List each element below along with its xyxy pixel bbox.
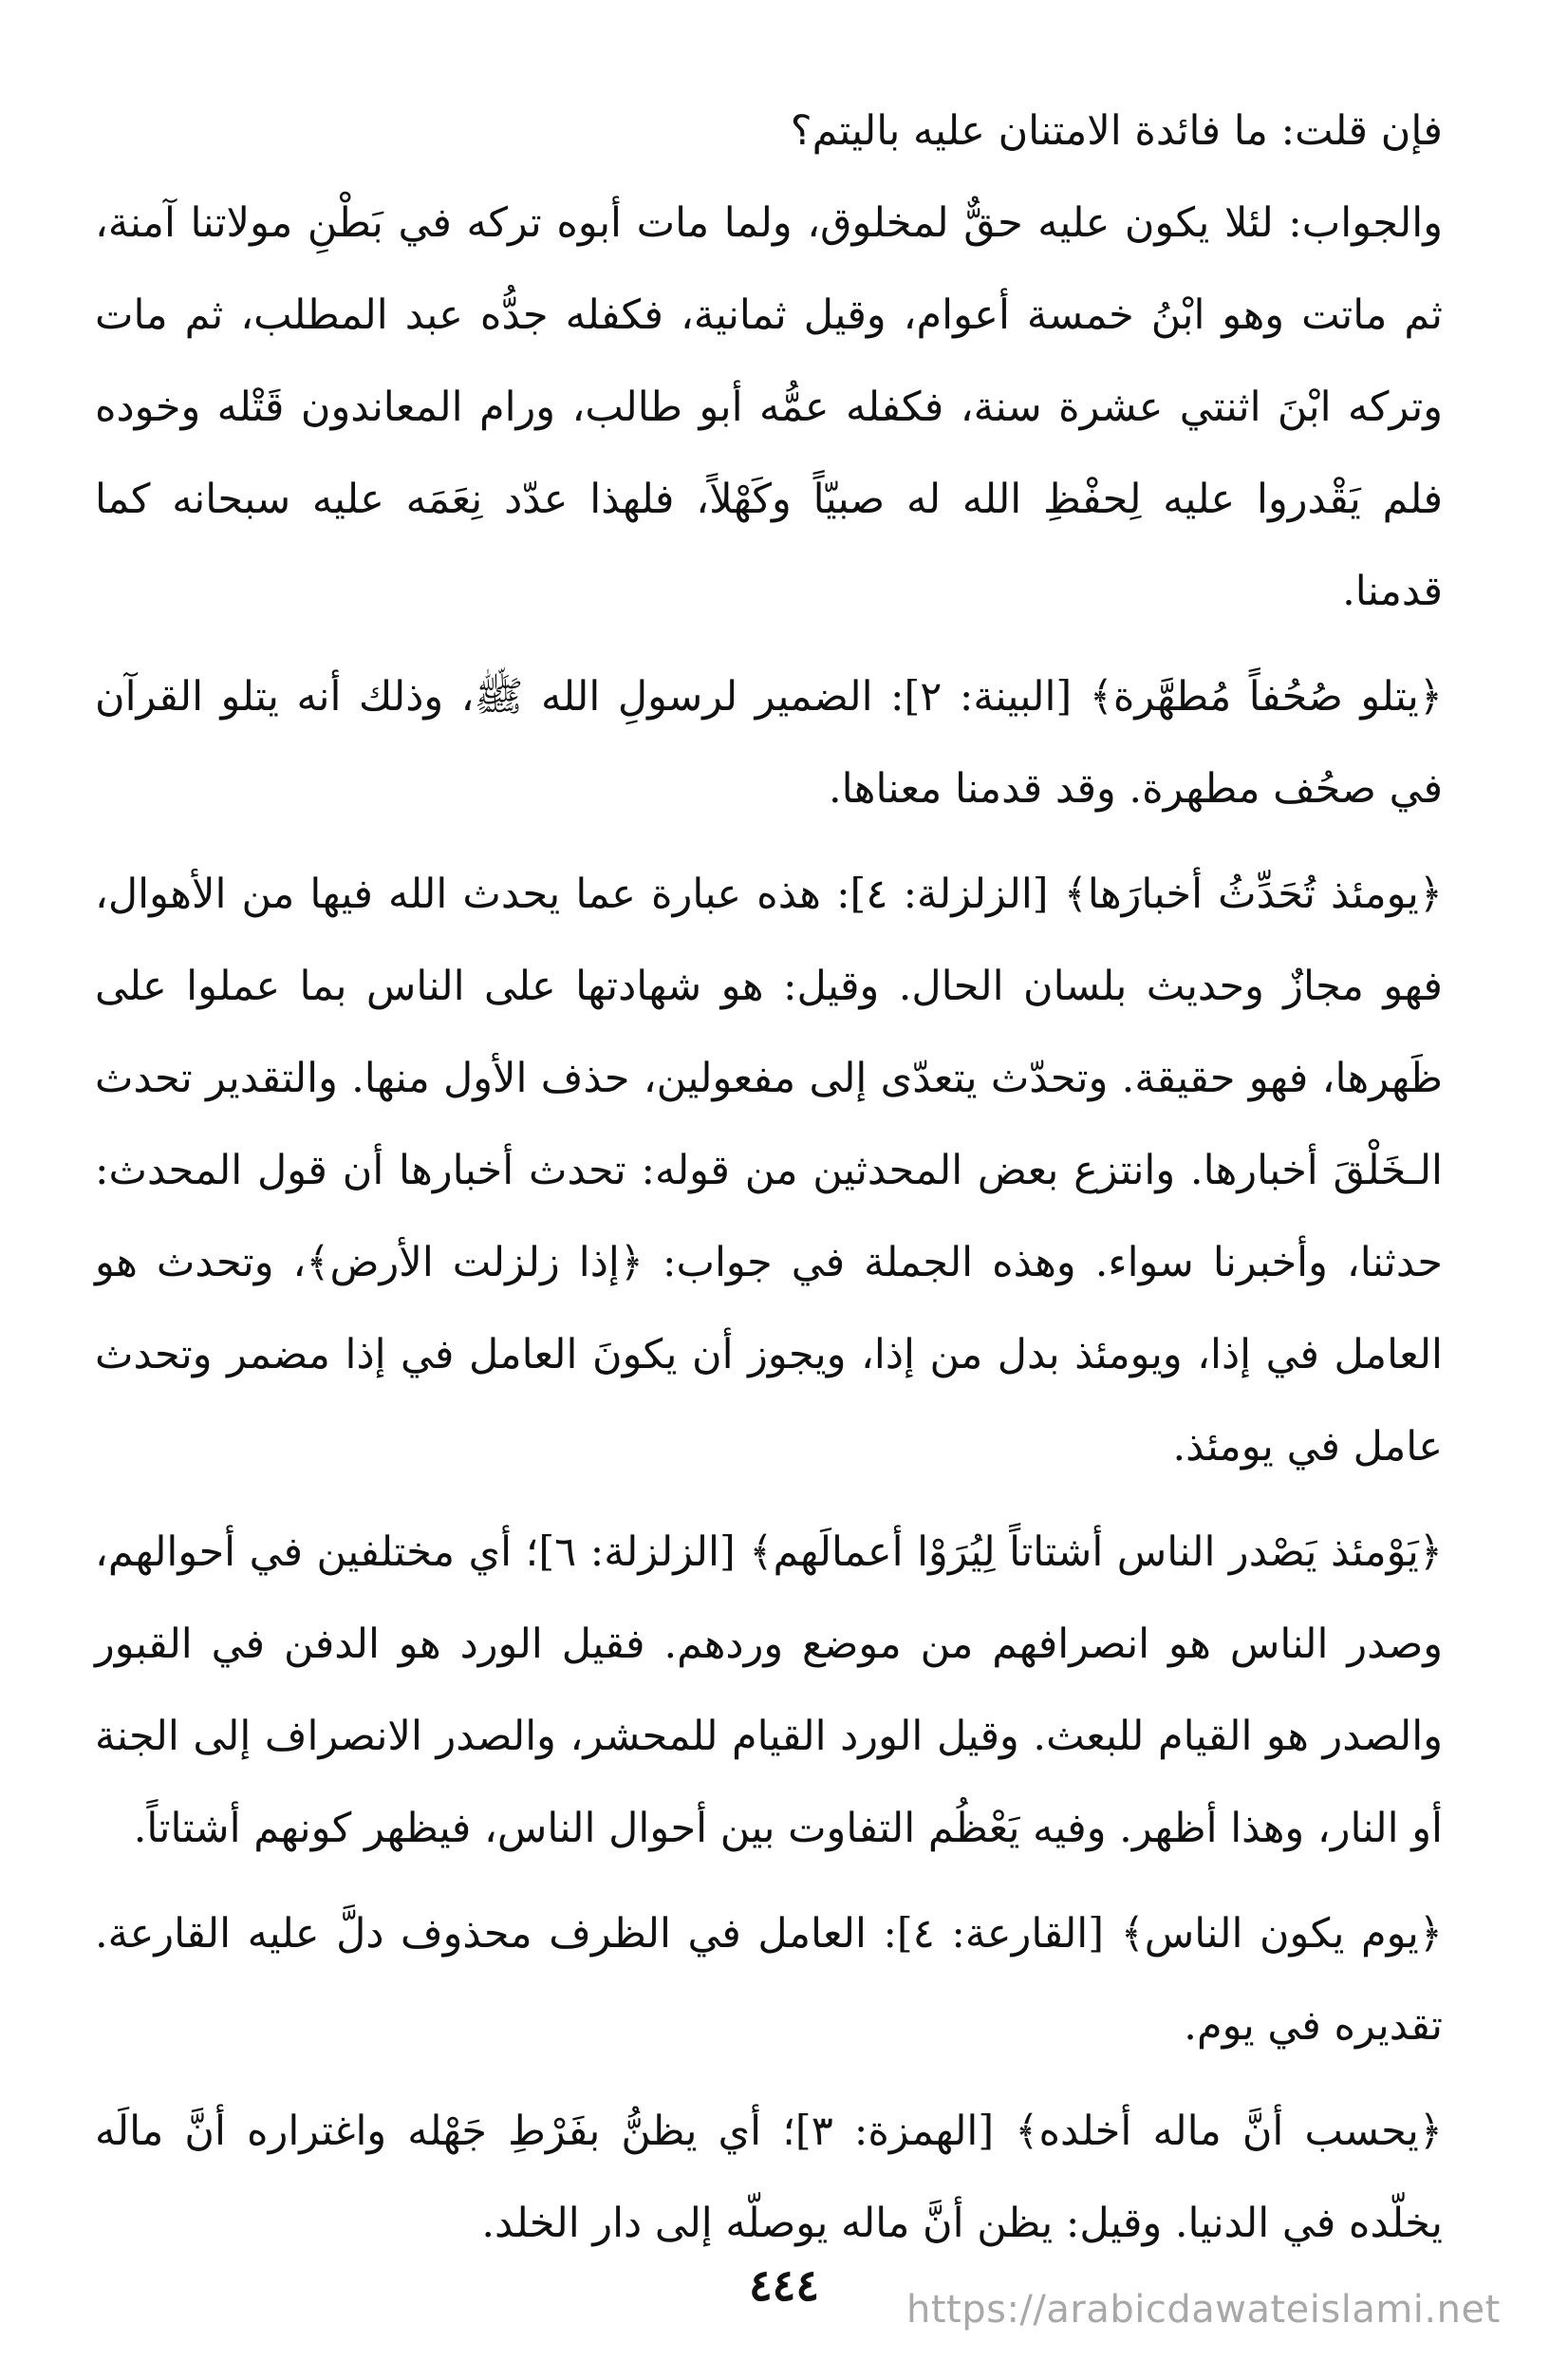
paragraph-question: فإن قلت: ما فائدة الامتنان عليه باليتم؟ (790, 107, 1443, 155)
page-number: ٤٤٤ (748, 2259, 820, 2311)
page-body (95, 85, 1443, 2283)
paragraph-answer: والجواب: لئلا يكون عليه حقٌّ لمخلوق، ولما مات أبوه تركه في بَطْنِ مولاتنا آمنة، ثم ماتت وهو ابْنُ خمسة أعوام، وقيل ثمانية، فكفله جدُّه عبد المطلب، ثم مات وتركه ابْنَ اثنتي عشرة سنة، فكفله عمُّه أبو طالب، ورام المعاندون قَتْله وخوده فلم يَقْدروا عليه لِحفْظِ الله له صبيّاً وكَهْلاً، فلهذا عدّد نِعَمَه عليه سبحانه كما قدمنا. (95, 199, 1443, 615)
watermark-url: https://arabicdawateislami.net (906, 2288, 1501, 2332)
paragraph-qaria: ﴿يوم يكون الناس﴾ [القارعة: ٤]: العامل في الظرف محذوف دلَّ عليه القارعة. تقديره في يوم. (95, 1910, 1444, 2050)
paragraph-zalzala-4: ﴿يومئذ تُحَدِّثُ أخبارَها﴾ [الزلزلة: ٤]: هذه عبارة عما يحدث الله فيها من الأهوال، فهو مجازٌ وحديث بلسان الحال. وقيل: هو شهادتها على الناس بما عملوا على ظَهرها، فهو حقيقة. وتحدّث يتعدّى إلى مفعولين، حذف الأول منها. والتقدير تحدث الـخَلْقَ أخبارها. وانتزع بعض المحدثين من قوله: تحدث أخبارها أن قول المحدث: حدثنا، وأخبرنا سواء. وهذه الجملة في جواب: ﴿إذا زلزلت الأرض﴾، وتحدث هو العامل في إذا، ويومئذ بدل من إذا، ويجوز أن يكونَ العامل في إذا مضمر وتحدث عامل في يومئذ. (95, 871, 1443, 1471)
paragraph-bayyina: ﴿يتلو صُحُفاً مُطهَّرة﴾ [البينة: ٢]: الضمير لرسولِ الله ﷺ، وذلك أنه يتلو القرآن في صحُف مطهرة. وقد قدمنا معناها. (95, 673, 1443, 813)
paragraph-zalzala-6: ﴿يَوْمئذ يَصْدر الناس أشتاتاً لِيُرَوْا أعمالَهم﴾ [الزلزلة: ٦]؛ أي مختلفين في أحوالهم، وصدر الناس هو انصرافهم من موضع وردهم. فقيل الورد هو الدفن في القبور والصدر هو القيام للبعث. وقيل الورد القيام للمحشر، والصدر الانصراف إلى الجنة أو النار، وهذا أظهر. وفيه يَعْظُم التفاوت بين أحوال الناس، فيظهر كونهم أشتاتاً. (95, 1528, 1443, 1852)
paragraph-humaza: ﴿يحسب أنَّ ماله أخلده﴾ [الهمزة: ٣]؛ أي يظنُّ بفَرْطِ جَهْله واغتراره أنَّ مالَه يخلّده في الدنيا. وقيل: يظن أنَّ ماله يوصلّه إلى دار الخلد. (95, 2108, 1443, 2247)
